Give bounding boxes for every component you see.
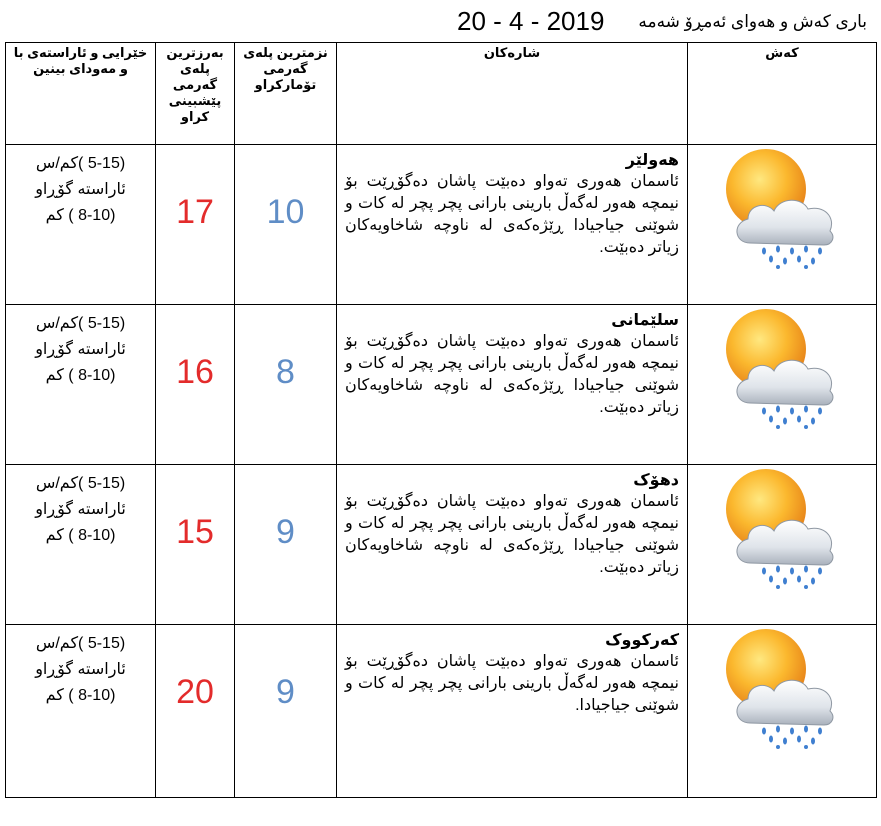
table-row: [6, 145, 877, 305]
max-temp-cell: [156, 305, 235, 465]
city-cell: [337, 465, 688, 625]
visibility: (8-10 ) کم: [45, 527, 116, 544]
wind-speed: (5-15 )کم/س: [35, 475, 126, 492]
max-temp-cell: [156, 465, 235, 625]
visibility: (8-10 ) کم: [45, 207, 116, 224]
sun-cloud-rain-icon: [720, 305, 844, 429]
sun-cloud-rain-icon: [720, 625, 844, 749]
city-forecast: ئاسمان هەوری تەواو دەبێت پاشان دەگۆڕێت بۆ نیمچە هەور لەگەڵ بارینی بارانی پچر پچر لە کات و شوێنی جیاجیادا.: [345, 653, 679, 714]
weather-table: [5, 42, 877, 798]
wind-cell: [6, 305, 156, 465]
city-cell: [337, 625, 688, 798]
wind-direction: ئاراستە گۆڕاو: [35, 341, 126, 358]
table-row: [6, 305, 877, 465]
sun-cloud-rain-icon: [720, 145, 844, 269]
min-temp: 9: [276, 513, 295, 551]
visibility: (8-10 ) کم: [45, 367, 116, 384]
city-name: سلێمانی: [611, 312, 679, 329]
city-forecast: ئاسمان هەوری تەواو دەبێت پاشان دەگۆڕێت بۆ نیمچە هەور لەگەڵ بارینی بارانی پچر پچر لە کات و شوێنی جیاجیادا ڕێژەکەی لە ناوچە شاخاویەکان زیاتر دەبێت.: [345, 333, 679, 416]
city-name: هەولێر: [625, 152, 679, 169]
city-forecast: ئاسمان هەوری تەواو دەبێت پاشان دەگۆڕێت بۆ نیمچە هەور لەگەڵ بارینی بارانی پچر پچر لە کات و شوێنی جیاجیادا ڕێژەکەی لە ناوچە شاخاویەکان زیاتر دەبێت.: [345, 173, 679, 256]
wind-speed: (5-15 )کم/س: [35, 315, 126, 332]
max-temp-cell: [156, 625, 235, 798]
header-wind: خێرایی و ئاراستەی با و مەودای بینین: [6, 43, 156, 145]
weather-icon-cell: [688, 305, 877, 465]
weather-icon-cell: [688, 625, 877, 798]
wind-speed: (5-15 )کم/س: [35, 155, 126, 172]
city-cell: [337, 145, 688, 305]
city-forecast: ئاسمان هەوری تەواو دەبێت پاشان دەگۆڕێت بۆ نیمچە هەور لەگەڵ بارینی بارانی پچر پچر لە کات و شوێنی جیاجیادا ڕێژەکەی لە ناوچە شاخاویەکان زیاتر دەبێت.: [345, 493, 679, 576]
wind-direction: ئاراستە گۆڕاو: [35, 181, 126, 198]
table-row: [6, 625, 877, 798]
weather-icon-cell: [688, 465, 877, 625]
title-row: [0, 0, 881, 42]
wind-direction: ئاراستە گۆڕاو: [35, 501, 126, 518]
header-cities: شارەکان: [337, 43, 688, 145]
min-temp-cell: [235, 305, 337, 465]
header-min-temp: نزمترین پلەی گەرمی تۆمارکراو: [235, 43, 337, 145]
report-date: 20 - 4 - 2019: [457, 6, 605, 36]
wind-cell: [6, 465, 156, 625]
max-temp: 17: [176, 193, 214, 231]
min-temp: 9: [276, 673, 295, 711]
min-temp-cell: [235, 625, 337, 798]
wind-direction: ئاراستە گۆڕاو: [35, 661, 126, 678]
sun-cloud-rain-icon: [720, 465, 844, 589]
max-temp: 15: [176, 513, 214, 551]
min-temp: 10: [266, 193, 305, 231]
max-temp: 16: [176, 353, 214, 391]
table-header-row: [6, 43, 877, 145]
city-name: دهۆک: [633, 472, 679, 489]
weather-icon-cell: [688, 145, 877, 305]
wind-cell: [6, 145, 156, 305]
min-temp-cell: [235, 465, 337, 625]
city-cell: [337, 305, 688, 465]
wind-speed: (5-15 )کم/س: [35, 635, 126, 652]
min-temp-cell: [235, 145, 337, 305]
report-title: باری کەش و هەوای ئەمڕۆ شەمە: [638, 12, 867, 31]
max-temp: 20: [176, 673, 214, 711]
visibility: (8-10 ) کم: [45, 687, 116, 704]
wind-cell: [6, 625, 156, 798]
city-name: کەرکووک: [605, 632, 679, 649]
table-row: [6, 465, 877, 625]
header-weather: کەش: [688, 43, 877, 145]
header-max-temp: بەرزترین پلەی گەرمی پێشبینی کراو: [156, 43, 235, 145]
max-temp-cell: [156, 145, 235, 305]
min-temp: 8: [276, 353, 295, 391]
